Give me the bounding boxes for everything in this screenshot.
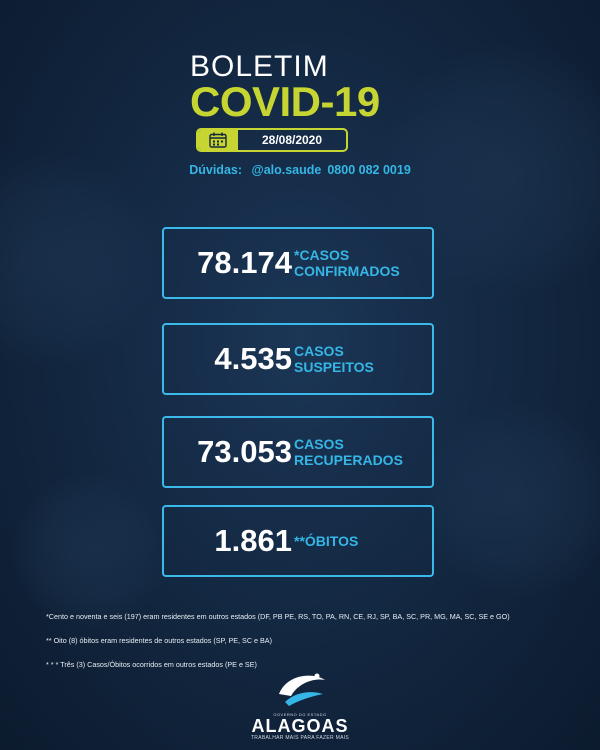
- bulletin-date: 28/08/2020: [261, 133, 323, 147]
- logo-tagline: TRABALHAR MAIS PARA FAZER MAIS: [250, 735, 350, 741]
- date-bar: [196, 128, 348, 152]
- phone-number[interactable]: 0800 082 0019: [327, 163, 411, 177]
- stat-label-line1: CASOS: [294, 343, 344, 359]
- footnote-1: *Cento e noventa e seis (197) eram residentes em outros estados (DF, PB PE, RS, TO, PA, RN, CE, RJ, SP, BA, SC, PR, MG, MA, SC, SE e GO): [46, 612, 510, 621]
- stat-label: [294, 229, 400, 297]
- footnote-2: ** Oito (8) óbitos eram residentes de outros estados (SP, PE, SC e BA): [46, 636, 272, 645]
- stat-value: 73.053: [197, 434, 292, 469]
- stat-value: 1.861: [214, 523, 292, 558]
- alagoas-emblem-icon: [265, 668, 335, 710]
- stat-label-line1: CASOS: [294, 436, 344, 452]
- stat-card-recovered: [162, 416, 434, 488]
- instagram-handle[interactable]: @alo.saude: [251, 163, 322, 177]
- stat-label-line2: RECUPERADOS: [294, 452, 403, 468]
- stat-card-deaths: [162, 505, 434, 577]
- stat-label-line1: **ÓBITOS: [294, 533, 359, 549]
- contact-label: Dúvidas:: [189, 163, 243, 177]
- virus-decoration: [10, 470, 170, 630]
- stat-card-confirmed: [162, 227, 434, 299]
- stat-label: [294, 418, 403, 486]
- stat-label: [294, 507, 358, 575]
- alagoas-logo: [0, 668, 600, 741]
- stat-label-line2: CONFIRMADOS: [294, 263, 400, 279]
- stat-value: 78.174: [197, 245, 292, 280]
- stat-value: 4.535: [214, 341, 292, 376]
- bulletin-title: BOLETIM: [190, 50, 329, 83]
- stat-label: [294, 325, 374, 393]
- calendar-icon: [198, 130, 238, 150]
- virus-decoration: [420, 400, 600, 600]
- contact-line: [0, 163, 600, 177]
- logo-gov-text: GOVERNO DO ESTADO: [273, 712, 327, 717]
- covid-title: COVID-19: [190, 78, 380, 125]
- logo-name: ALAGOAS: [251, 716, 349, 736]
- footnote-3: * * * Três (3) Casos/Óbitos ocorridos em outros estados (PE e SE): [46, 660, 257, 669]
- stat-card-suspected: [162, 323, 434, 395]
- bulletin-header: [190, 52, 430, 124]
- virus-decoration: [0, 150, 160, 370]
- stat-label-line2: SUSPEITOS: [294, 359, 374, 375]
- stat-label-line1: *CASOS: [294, 247, 350, 263]
